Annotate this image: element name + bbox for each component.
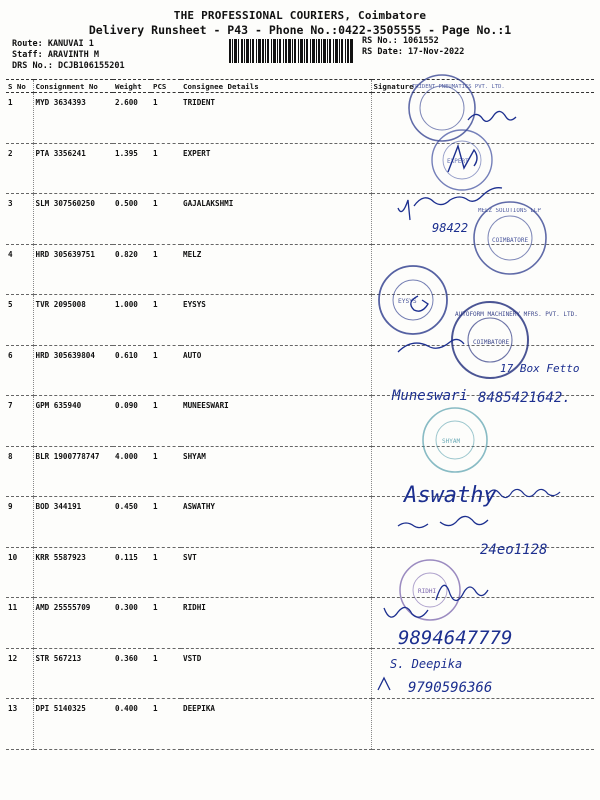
pcs-cell: 1 xyxy=(151,244,181,295)
sno-cell: 12 xyxy=(6,648,33,699)
consignee-cell: VSTD xyxy=(181,648,371,699)
consignment-cell: DPI 5140325 xyxy=(33,699,113,750)
sig-row13-name: S. Deepika xyxy=(390,657,463,671)
signature-cell xyxy=(371,648,594,699)
sno-cell: 10 xyxy=(6,547,33,598)
signature-cell xyxy=(371,497,594,548)
rs-number: RS No.: 1061552 xyxy=(362,36,439,46)
stamp-row4-text: MELZ SOLUTIONS LLP xyxy=(478,208,541,214)
sig-row9-name: Aswathy xyxy=(404,483,497,508)
pcs-cell: 1 xyxy=(151,194,181,245)
table-row xyxy=(6,93,594,144)
consignee-cell: SVT xyxy=(181,547,371,598)
rs-date: RS Date: 17-Nov-2022 xyxy=(362,47,465,57)
pcs-cell: 1 xyxy=(151,598,181,649)
pcs-cell: 1 xyxy=(151,648,181,699)
table-row xyxy=(6,143,594,194)
consignment-cell: MYD 3634393 xyxy=(33,93,113,144)
sig-row7-name: Muneswari xyxy=(392,388,468,404)
sig-row6-note: 17 Box Fetto xyxy=(500,362,580,375)
signature-cell xyxy=(371,93,594,144)
table-row xyxy=(6,295,594,346)
sno-cell: 5 xyxy=(6,295,33,346)
table-row xyxy=(6,244,594,295)
signature-cell xyxy=(371,547,594,598)
weight-cell: 0.400 xyxy=(113,699,151,750)
staff-label: Staff: ARAVINTH M xyxy=(12,50,99,60)
stamp-row8-text: SHYAM xyxy=(442,438,461,445)
col-signature: Signature xyxy=(371,80,594,93)
consignee-cell: MELZ xyxy=(181,244,371,295)
table-row xyxy=(6,194,594,245)
consignment-cell: HRD 305639804 xyxy=(33,345,113,396)
weight-cell: 0.820 xyxy=(113,244,151,295)
weight-cell: 0.360 xyxy=(113,648,151,699)
sno-cell: 2 xyxy=(6,143,33,194)
pcs-cell: 1 xyxy=(151,497,181,548)
signature-cell xyxy=(371,295,594,346)
consignment-cell: BLR 1900778747 xyxy=(33,446,113,497)
sig-row10-code: 24eo1128 xyxy=(480,542,548,558)
pcs-cell: 1 xyxy=(151,699,181,750)
col-pcs: PCS xyxy=(151,80,181,93)
col-weight: Weight xyxy=(113,80,151,93)
consignment-cell: BOD 344191 xyxy=(33,497,113,548)
consignee-cell: EXPERT xyxy=(181,143,371,194)
sno-cell: 3 xyxy=(6,194,33,245)
sno-cell: 4 xyxy=(6,244,33,295)
route-label: Route: KANUVAI 1 xyxy=(12,39,94,49)
sig-row7-phone: 8485421642. xyxy=(478,390,571,406)
consignment-cell: SLM 307560250 xyxy=(33,194,113,245)
weight-cell: 0.610 xyxy=(113,345,151,396)
consignee-cell: RIDHI xyxy=(181,598,371,649)
table-row xyxy=(6,497,594,548)
consignee-cell: ASWATHY xyxy=(181,497,371,548)
weight-cell: 0.090 xyxy=(113,396,151,447)
sno-cell: 1 xyxy=(6,93,33,144)
sno-cell: 8 xyxy=(6,446,33,497)
consignment-cell: STR 567213 xyxy=(33,648,113,699)
signature-cell xyxy=(371,699,594,750)
consignee-cell: GAJALAKSHMI xyxy=(181,194,371,245)
weight-cell: 0.300 xyxy=(113,598,151,649)
consignment-cell: GPM 635940 xyxy=(33,396,113,447)
signature-cell xyxy=(371,345,594,396)
stamp-row11-text: RIDHI xyxy=(418,588,437,595)
signature-cell xyxy=(371,396,594,447)
consignment-cell: HRD 305639751 xyxy=(33,244,113,295)
sig-row3-phone: 98422 xyxy=(432,221,469,235)
table-row xyxy=(6,699,594,750)
stamp-row6-text: AUTOFORM MACHINERY MFRS. PVT. LTD. xyxy=(455,311,578,318)
signature-cell xyxy=(371,446,594,497)
company-title: THE PROFESSIONAL COURIERS, Coimbatore xyxy=(173,9,427,22)
consignment-cell: AMD 25555709 xyxy=(33,598,113,649)
table-row xyxy=(6,598,594,649)
col-sno: S No xyxy=(6,80,33,93)
weight-cell: 0.450 xyxy=(113,497,151,548)
consignee-cell: EYSYS xyxy=(181,295,371,346)
stamp-row1-text: TRIDENT PNEUMATICS PVT. LTD. xyxy=(412,84,505,90)
pcs-cell: 1 xyxy=(151,396,181,447)
signature-cell xyxy=(371,244,594,295)
runsheet-subtitle: Delivery Runsheet - P43 - Phone No.:0422-3505555 - Page No.:1 xyxy=(88,23,512,37)
weight-cell: 1.395 xyxy=(113,143,151,194)
stamp-row2-text: EXPERT xyxy=(447,158,469,165)
stamp-row5-text: EYSYS xyxy=(398,298,417,305)
col-consignee: Consignee Details xyxy=(181,80,371,93)
pcs-cell: 1 xyxy=(151,547,181,598)
weight-cell: 2.600 xyxy=(113,93,151,144)
pcs-cell: 1 xyxy=(151,295,181,346)
signature-cell xyxy=(371,194,594,245)
consignment-cell: PTA 3356241 xyxy=(33,143,113,194)
consignment-cell: KRR 5587923 xyxy=(33,547,113,598)
consignee-cell: SHYAM xyxy=(181,446,371,497)
barcode xyxy=(229,39,353,63)
consignee-cell: TRIDENT xyxy=(181,93,371,144)
pcs-cell: 1 xyxy=(151,143,181,194)
sig-row12-phone: 9894647779 xyxy=(398,627,513,649)
signature-cell xyxy=(371,143,594,194)
pcs-cell: 1 xyxy=(151,93,181,144)
consignee-cell: MUNEESWARI xyxy=(181,396,371,447)
sno-cell: 13 xyxy=(6,699,33,750)
sno-cell: 6 xyxy=(6,345,33,396)
sno-cell: 11 xyxy=(6,598,33,649)
pcs-cell: 1 xyxy=(151,345,181,396)
sig-row13-phone: 9790596366 xyxy=(408,680,493,696)
sno-cell: 9 xyxy=(6,497,33,548)
stamp-row6-city: COIMBATORE xyxy=(473,339,510,346)
table-row xyxy=(6,396,594,447)
table-row xyxy=(6,648,594,699)
pcs-cell: 1 xyxy=(151,446,181,497)
consignee-cell: DEEPIKA xyxy=(181,699,371,750)
weight-cell: 1.000 xyxy=(113,295,151,346)
signature-cell xyxy=(371,598,594,649)
stamp-row4-city: COIMBATORE xyxy=(492,237,529,244)
table-row xyxy=(6,547,594,598)
weight-cell: 4.000 xyxy=(113,446,151,497)
col-consignment: Consignment No xyxy=(33,80,113,93)
table-row xyxy=(6,446,594,497)
consignment-cell: TVR 2095008 xyxy=(33,295,113,346)
sno-cell: 7 xyxy=(6,396,33,447)
weight-cell: 0.500 xyxy=(113,194,151,245)
table-row xyxy=(6,345,594,396)
drs-number: DRS No.: DCJB106155201 xyxy=(12,61,125,71)
consignee-cell: AUTO xyxy=(181,345,371,396)
table-header-row xyxy=(6,80,594,93)
runsheet-table xyxy=(6,79,594,750)
weight-cell: 0.115 xyxy=(113,547,151,598)
